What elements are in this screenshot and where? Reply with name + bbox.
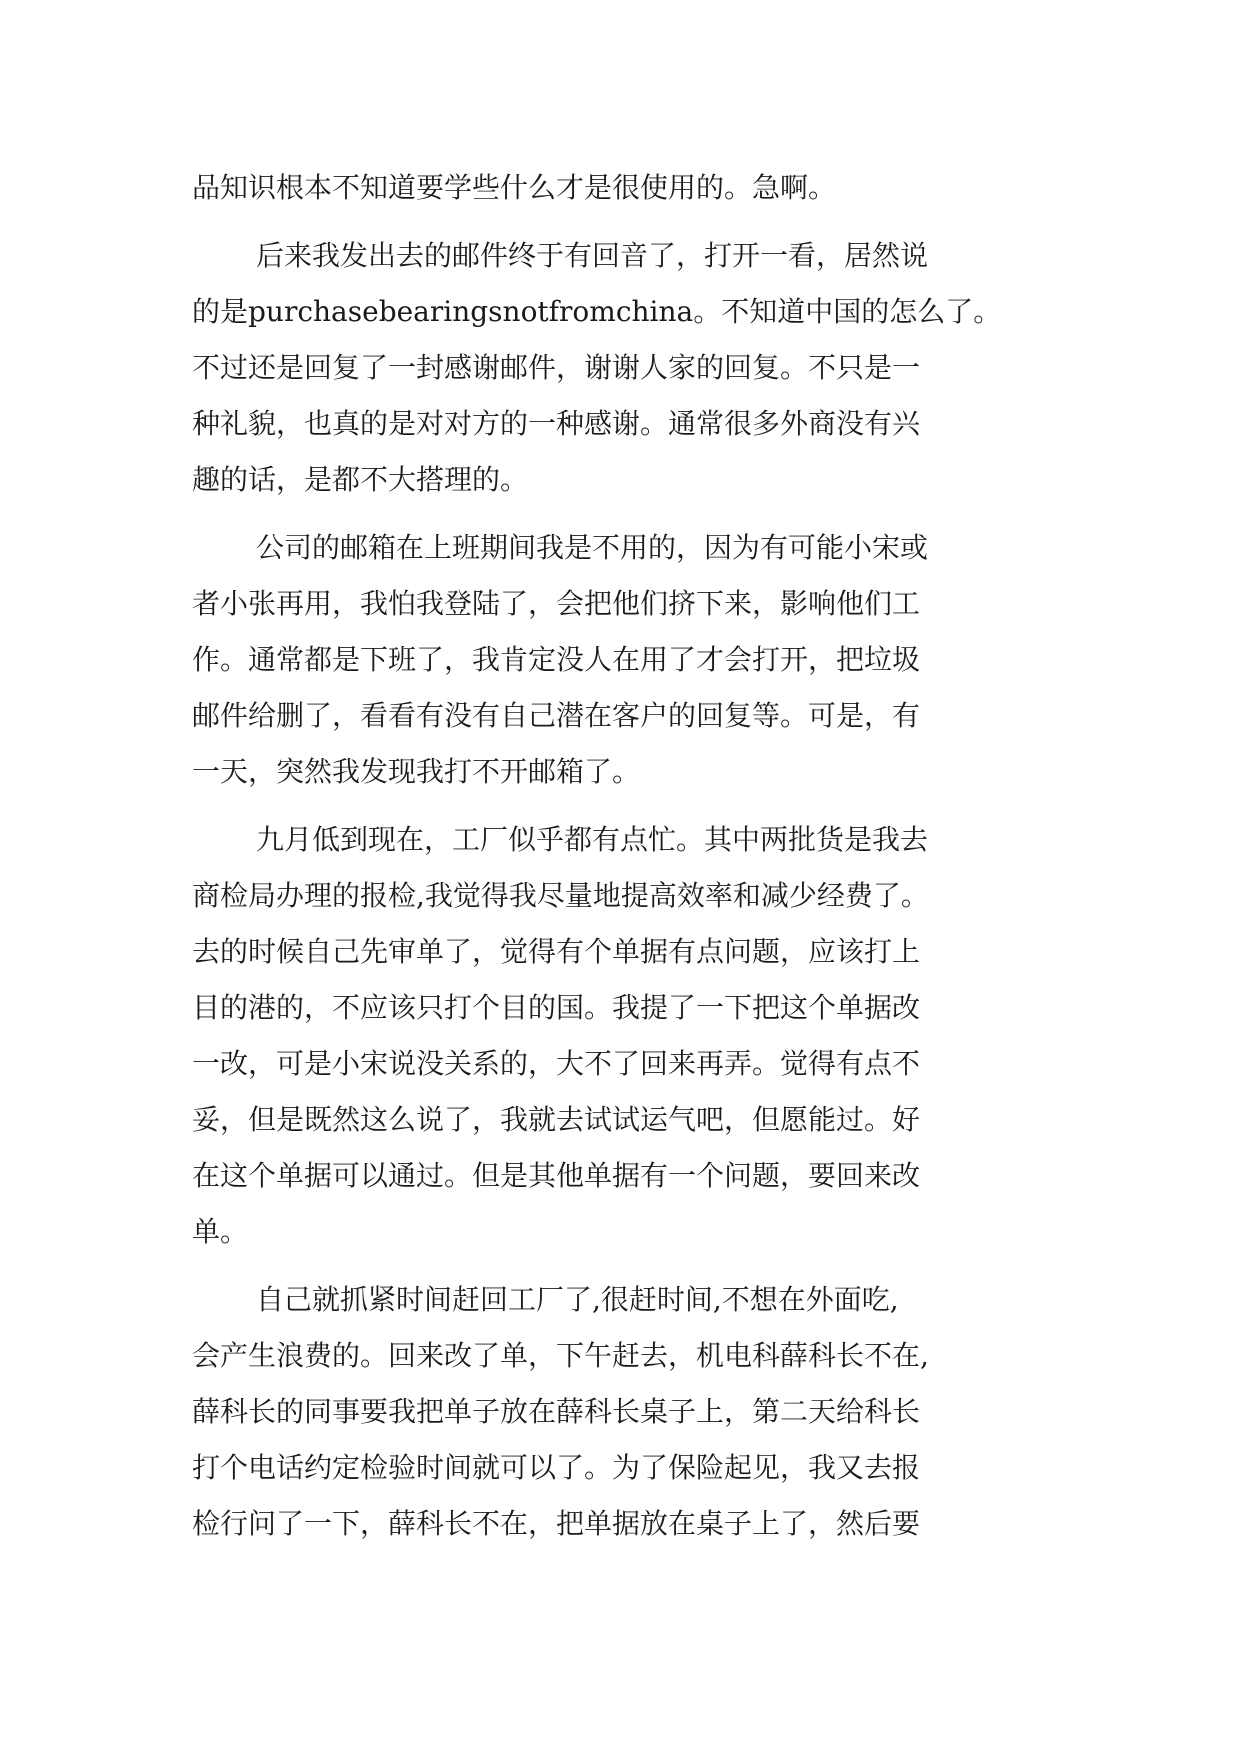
text-line: 种礼貌，也真的是对对方的一种感谢。通常很多外商没有兴 xyxy=(192,407,921,440)
paragraph xyxy=(192,160,1062,216)
text-line: 一改，可是小宋说没关系的，大不了回来再弄。觉得有点不 xyxy=(192,1047,921,1080)
text-line: 去的时候自己先审单了，觉得有个单据有点问题，应该打上 xyxy=(192,935,921,968)
text-line: 会产生浪费的。回来改了单，下午赶去，机电科薛科长不在, xyxy=(192,1339,929,1372)
paragraph-gap xyxy=(192,216,1062,228)
text-line: 九月低到现在，工厂似乎都有点忙。其中两批货是我去 xyxy=(256,823,929,856)
paragraph xyxy=(192,1272,1062,1552)
text-line: 妥，但是既然这么说了，我就去试试运气吧，但愿能过。好 xyxy=(192,1103,921,1136)
paragraph xyxy=(192,228,1062,508)
text-line: 商检局办理的报检,我觉得我尽量地提高效率和减少经费了。 xyxy=(192,879,929,912)
text-line: 作。通常都是下班了，我肯定没人在用了才会打开，把垃圾 xyxy=(192,643,921,676)
paragraph-gap xyxy=(192,800,1062,812)
text-line: 一天，突然我发现我打不开邮箱了。 xyxy=(192,755,641,788)
text-line: 的是purchasebearingsnotfromchina。不知道中国的怎么了。 xyxy=(192,295,1002,328)
text-line: 趣的话，是都不大搭理的。 xyxy=(192,463,529,496)
text-line: 公司的邮箱在上班期间我是不用的，因为有可能小宋或 xyxy=(256,531,929,564)
text-line: 后来我发出去的邮件终于有回音了，打开一看，居然说 xyxy=(256,239,929,272)
text-line: 品知识根本不知道要学些什么才是很使用的。急啊。 xyxy=(192,171,837,204)
paragraph-gap xyxy=(192,1260,1062,1272)
text-line: 不过还是回复了一封感谢邮件，谢谢人家的回复。不只是一 xyxy=(192,351,921,384)
text-line: 邮件给删了，看看有没有自己潜在客户的回复等。可是，有 xyxy=(192,699,921,732)
paragraph xyxy=(192,812,1062,1260)
text-line: 目的港的，不应该只打个目的国。我提了一下把这个单据改 xyxy=(192,991,921,1024)
text-line: 自己就抓紧时间赶回工厂了,很赶时间,不想在外面吃, xyxy=(256,1283,899,1316)
text-line: 单。 xyxy=(192,1215,249,1248)
text-line: 者小张再用，我怕我登陆了，会把他们挤下来，影响他们工 xyxy=(192,587,921,620)
text-line: 薛科长的同事要我把单子放在薛科长桌子上，第二天给科长 xyxy=(192,1395,921,1428)
text-line: 检行问了一下，薛科长不在，把单据放在桌子上了，然后要 xyxy=(192,1507,921,1540)
document-body xyxy=(192,160,1062,1552)
text-line: 打个电话约定检验时间就可以了。为了保险起见，我又去报 xyxy=(192,1451,921,1484)
paragraph xyxy=(192,520,1062,800)
paragraph-gap xyxy=(192,508,1062,520)
text-line: 在这个单据可以通过。但是其他单据有一个问题，要回来改 xyxy=(192,1159,921,1192)
